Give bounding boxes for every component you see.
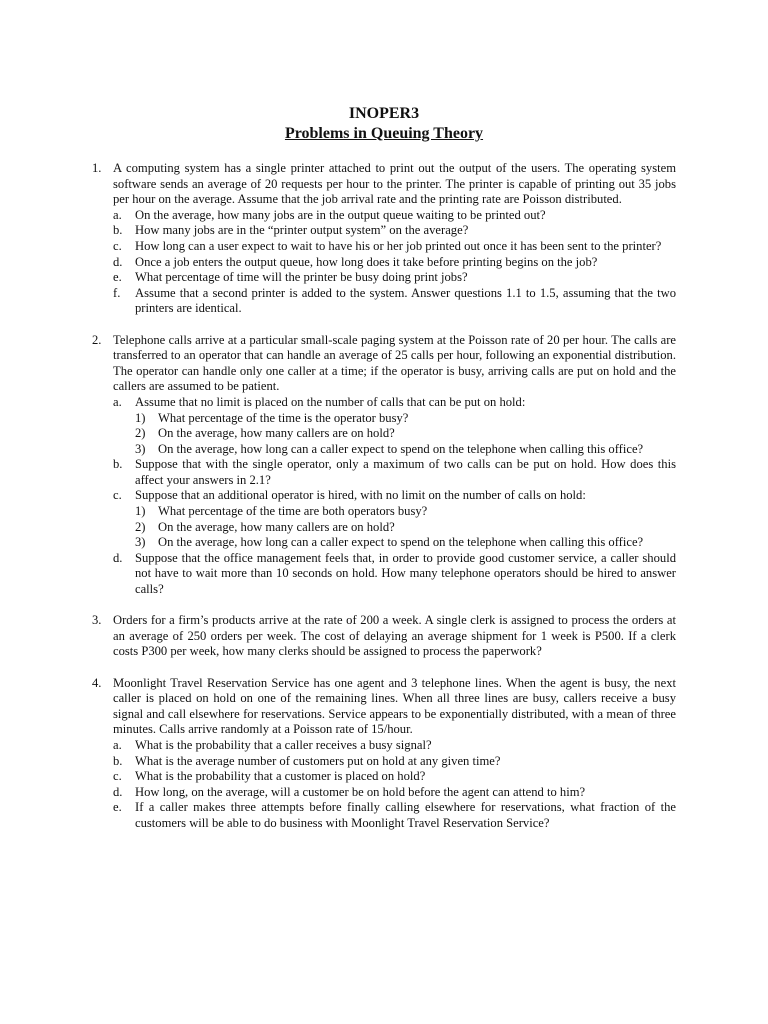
question-text: What is the probability that a caller receives a busy signal? — [135, 737, 432, 752]
problem-3 — [92, 613, 676, 660]
sub-question-label: 2) — [135, 519, 146, 534]
sub-question-text: On the average, how long can a caller expect to spend on the telephone when calling this office? — [158, 535, 644, 550]
question-label: d. — [113, 254, 123, 269]
question-label: d. — [113, 784, 123, 799]
question-text: What is the average number of customers put on hold at any given time? — [135, 753, 501, 768]
question-label: c. — [113, 488, 122, 503]
question-item — [113, 769, 676, 785]
sub-question-item — [135, 535, 676, 551]
question-item — [113, 286, 676, 317]
question-item — [113, 223, 676, 239]
question-text: Suppose that an additional operator is hired, with no limit on the number of calls on hold: — [135, 488, 586, 503]
sub-question-item — [135, 426, 676, 442]
sub-question-text: What percentage of the time is the operator busy? — [158, 410, 409, 425]
question-item — [113, 800, 676, 831]
problem-number: 4. — [92, 675, 102, 690]
question-text: If a caller makes three attempts before finally calling elsewhere for reservations, what fraction of the customers will be able to do business with Moonlight Travel Reservation Service? — [135, 800, 676, 830]
question-item — [113, 395, 676, 457]
problem-4 — [92, 676, 676, 832]
problem-2 — [92, 333, 676, 598]
problem-number: 1. — [92, 161, 102, 175]
sub-question-label: 1) — [135, 410, 146, 425]
question-label: a. — [113, 737, 122, 752]
sub-question-text: On the average, how many callers are on hold? — [158, 426, 395, 441]
page-title: INOPER3 — [348, 105, 420, 122]
sub-question-label: 3) — [135, 441, 146, 456]
question-label: c. — [113, 769, 122, 784]
question-item — [113, 208, 676, 224]
question-item — [113, 255, 676, 271]
sub-question-label: 3) — [135, 535, 146, 550]
question-label: b. — [113, 223, 123, 238]
sub-question-item — [135, 411, 676, 427]
question-text: How long, on the average, will a customer be on hold before the agent can attend to him? — [135, 784, 586, 799]
question-label: a. — [113, 394, 122, 409]
page-subtitle: Problems in Queuing Theory — [284, 125, 484, 142]
question-text: What percentage of time will the printer be busy doing print jobs? — [135, 270, 468, 285]
problem-body — [113, 613, 676, 660]
question-label: b. — [113, 457, 123, 472]
problem-list — [92, 161, 676, 847]
question-item — [113, 457, 676, 488]
question-text: Suppose that with the single operator, only a maximum of two calls can be put on hold. How does this affect your answers in 2.1? — [135, 457, 676, 487]
question-item — [113, 785, 676, 801]
question-item — [113, 239, 676, 255]
question-item — [113, 270, 676, 286]
question-label: c. — [113, 238, 122, 253]
problem-statement: Orders for a firm’s products arrive at the rate of 200 a week. A single clerk is assigned to process the orders at an average of 250 orders per week. The cost of delaying an average shipment for 1 week is P500. If a clerk costs P300 per week, how many clerks should be assigned to process the paperwork? — [113, 613, 676, 659]
question-item — [113, 754, 676, 770]
problem-body — [113, 161, 676, 317]
problem-number: 3. — [92, 613, 102, 628]
question-label: e. — [113, 270, 122, 285]
problem-number: 2. — [92, 332, 102, 347]
sub-question-label: 2) — [135, 426, 146, 441]
question-text: How long can a user expect to wait to have his or her job printed out once it has been sent to the printer? — [135, 238, 662, 253]
sub-question-text: On the average, how long can a caller expect to spend on the telephone when calling this office? — [158, 441, 644, 456]
sub-question-item — [135, 442, 676, 458]
question-text: Assume that a second printer is added to the system. Answer questions 1.1 to 1.5, assuming that the two printers are identical. — [135, 285, 676, 316]
sub-question-text: What percentage of the time are both operators busy? — [158, 504, 428, 519]
problem-1 — [92, 161, 676, 317]
question-label: b. — [113, 753, 123, 768]
question-body — [135, 488, 676, 550]
question-text: On the average, how many jobs are in the output queue waiting to be printed out? — [135, 207, 546, 222]
problem-body — [113, 676, 676, 832]
problem-statement: A computing system has a single printer attached to print out the output of the users. The operating system software sends an average of 20 requests per hour to the printer. The printer is capable of printing out 35 jobs per hour on the average. Assume that the job arrival rate and the printing rate are Poisson distributed. — [113, 161, 676, 207]
question-body — [135, 395, 676, 457]
question-label: d. — [113, 550, 123, 565]
problem-statement: Moonlight Travel Reservation Service has one agent and 3 telephone lines. When the agent is busy, the next caller is placed on hold on one of the remaining lines. When all three lines are busy, callers receive a busy signal and call elsewhere for reservations. Service appears to be exponentially distributed, with a mean of three minutes. Calls arrive randomly at a Poisson rate of 15/hour. — [113, 675, 676, 737]
sub-question-label: 1) — [135, 504, 146, 519]
question-text: How many jobs are in the “printer output system” on the average? — [135, 223, 469, 238]
sub-question-item — [135, 504, 676, 520]
question-label: e. — [113, 800, 122, 815]
problem-statement: Telephone calls arrive at a particular small-scale paging system at the Poisson rate of 20 per hour. The calls are transferred to an operator that can handle an average of 25 calls per hour, following an exponential distribution. The operator can handle only one caller at a time; if the operator is busy, arriving calls are put on hold and the callers are assumed to be patient. — [113, 332, 676, 394]
question-label: f. — [113, 285, 121, 300]
question-text: What is the probability that a customer is placed on hold? — [135, 769, 426, 784]
question-item — [113, 738, 676, 754]
question-text: Assume that no limit is placed on the number of calls that can be put on hold: — [135, 394, 526, 409]
question-text: Once a job enters the output queue, how long does it take before printing begins on the job? — [135, 254, 598, 269]
question-text: Suppose that the office management feels that, in order to provide good customer service, a caller should not have to wait more than 10 seconds on hold. How many telephone operators should be hired to answer calls? — [135, 550, 676, 597]
question-label: a. — [113, 207, 122, 222]
question-item — [113, 551, 676, 598]
problem-body — [113, 333, 676, 598]
question-item — [113, 488, 676, 550]
sub-question-text: On the average, how many callers are on hold? — [158, 519, 395, 534]
sub-question-item — [135, 520, 676, 536]
